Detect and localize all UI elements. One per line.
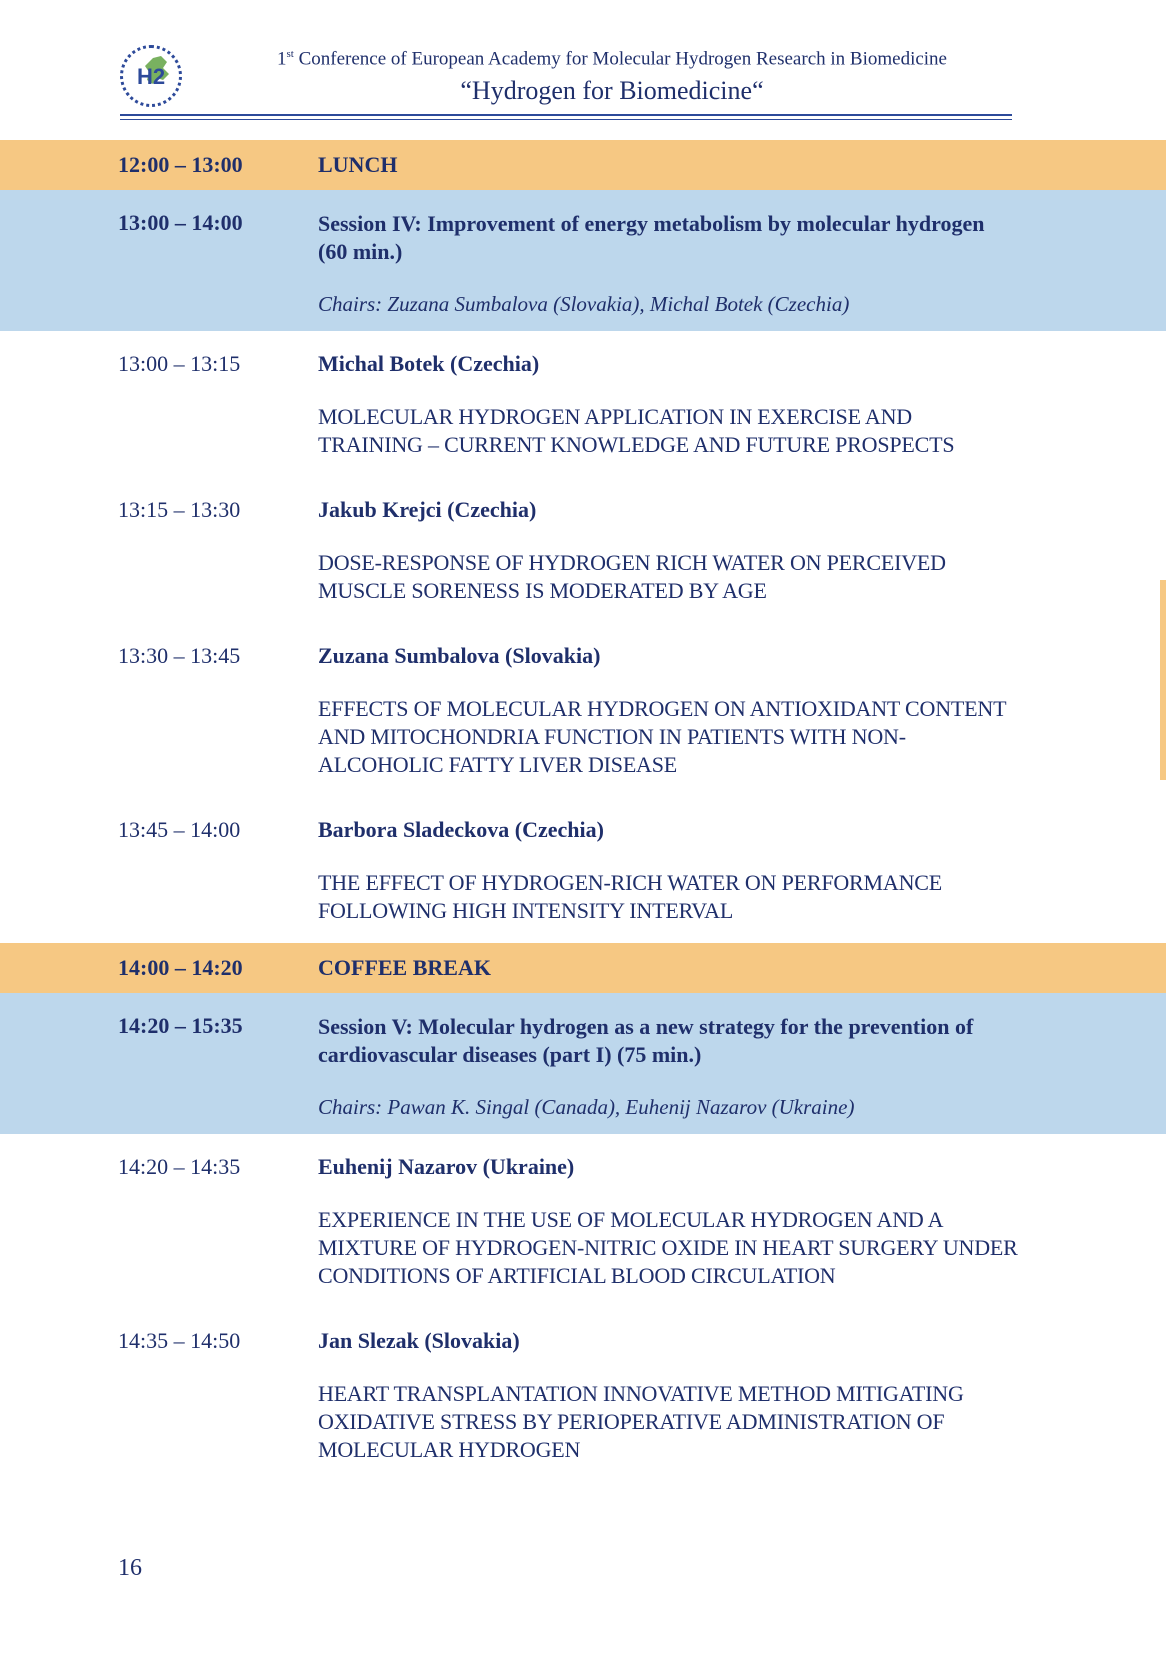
talk-abstract: DOSE-RESPONSE OF HYDROGEN RICH WATER ON PERCEIVED MUSCLE SORENESS IS MODERATED BY AGE bbox=[318, 550, 946, 603]
talk-abstract: HEART TRANSPLANTATION INNOVATIVE METHOD MITIGATING OXIDATIVE STRESS BY PERIOPERATIVE ADMINISTRATION OF MOLECULAR HYDROGEN bbox=[318, 1381, 964, 1462]
talk-speaker: Euhenij Nazarov (Ukraine) bbox=[318, 1154, 575, 1179]
session-time: 13:00 – 14:00 bbox=[118, 210, 243, 235]
header-rule bbox=[120, 114, 1012, 116]
session-chairs: Chairs: Pawan K. Singal (Canada), Euhenij Nazarov (Ukraine) bbox=[318, 1095, 855, 1119]
conference-title: “Hydrogen for Biomedicine“ bbox=[460, 76, 764, 105]
schedule-talk bbox=[0, 331, 1166, 477]
schedule-talk bbox=[0, 623, 1166, 797]
talk-abstract: THE EFFECT OF HYDROGEN-RICH WATER ON PERFORMANCE FOLLOWING HIGH INTENSITY INTERVAL bbox=[318, 870, 942, 923]
schedule-talk bbox=[0, 477, 1166, 623]
talk-speaker: Zuzana Sumbalova (Slovakia) bbox=[318, 643, 601, 668]
talk-time: 14:35 – 14:50 bbox=[118, 1328, 241, 1353]
break-time: 12:00 – 13:00 bbox=[118, 152, 243, 177]
talk-speaker: Michal Botek (Czechia) bbox=[318, 351, 540, 376]
header-rule-thin bbox=[120, 119, 1012, 120]
schedule bbox=[0, 140, 1166, 1482]
talk-time: 13:00 – 13:15 bbox=[118, 351, 241, 376]
logo-letters: H2 bbox=[137, 64, 166, 89]
schedule-break bbox=[0, 943, 1166, 993]
schedule-session bbox=[0, 190, 1166, 331]
talk-abstract: EXPERIENCE IN THE USE OF MOLECULAR HYDROGEN AND A MIXTURE OF HYDROGEN-NITRIC OXIDE IN HEART SURGERY UNDER CONDITIONS OF ARTIFICIAL BLOOD CIRCULATION bbox=[318, 1207, 1018, 1288]
talk-speaker: Jan Slezak (Slovakia) bbox=[318, 1328, 520, 1353]
talk-speaker: Barbora Sladeckova (Czechia) bbox=[318, 817, 604, 842]
schedule-session bbox=[0, 993, 1166, 1134]
session-time: 14:20 – 15:35 bbox=[118, 1013, 243, 1038]
talk-time: 13:45 – 14:00 bbox=[118, 817, 241, 842]
schedule-talk bbox=[0, 1308, 1166, 1482]
break-title: COFFEE BREAK bbox=[318, 955, 491, 980]
talk-abstract: EFFECTS OF MOLECULAR HYDROGEN ON ANTIOXIDANT CONTENT AND MITOCHONDRIA FUNCTION IN PATIENTS WITH NON-ALCOHOLIC FATTY LIVER DISEASE bbox=[318, 696, 1006, 777]
talk-time: 13:30 – 13:45 bbox=[118, 643, 241, 668]
break-title: LUNCH bbox=[318, 152, 398, 177]
page-edge-tab bbox=[1160, 580, 1166, 780]
schedule-talk bbox=[0, 797, 1166, 943]
conference-name: 1st Conference of European Academy for Molecular Hydrogen Research in Biomedicine bbox=[277, 48, 947, 70]
schedule-break bbox=[0, 140, 1166, 190]
page-header bbox=[0, 0, 1166, 120]
page-number: 16 bbox=[118, 1555, 142, 1581]
talk-time: 13:15 – 13:30 bbox=[118, 497, 241, 522]
break-time: 14:00 – 14:20 bbox=[118, 955, 243, 980]
session-title: Session IV: Improvement of energy metabolism by molecular hydrogen (60 min.) bbox=[318, 211, 985, 264]
talk-speaker: Jakub Krejci (Czechia) bbox=[318, 497, 537, 522]
talk-abstract: MOLECULAR HYDROGEN APPLICATION IN EXERCISE AND TRAINING – CURRENT KNOWLEDGE AND FUTURE PROSPECTS bbox=[318, 404, 955, 457]
session-title: Session V: Molecular hydrogen as a new strategy for the prevention of cardiovascular diseases (part I) (75 min.) bbox=[318, 1014, 974, 1067]
logo-emblem-icon bbox=[123, 48, 179, 104]
academy-logo bbox=[120, 45, 182, 107]
schedule-talk bbox=[0, 1134, 1166, 1308]
talk-time: 14:20 – 14:35 bbox=[118, 1154, 241, 1179]
session-chairs: Chairs: Zuzana Sumbalova (Slovakia), Michal Botek (Czechia) bbox=[318, 292, 850, 316]
